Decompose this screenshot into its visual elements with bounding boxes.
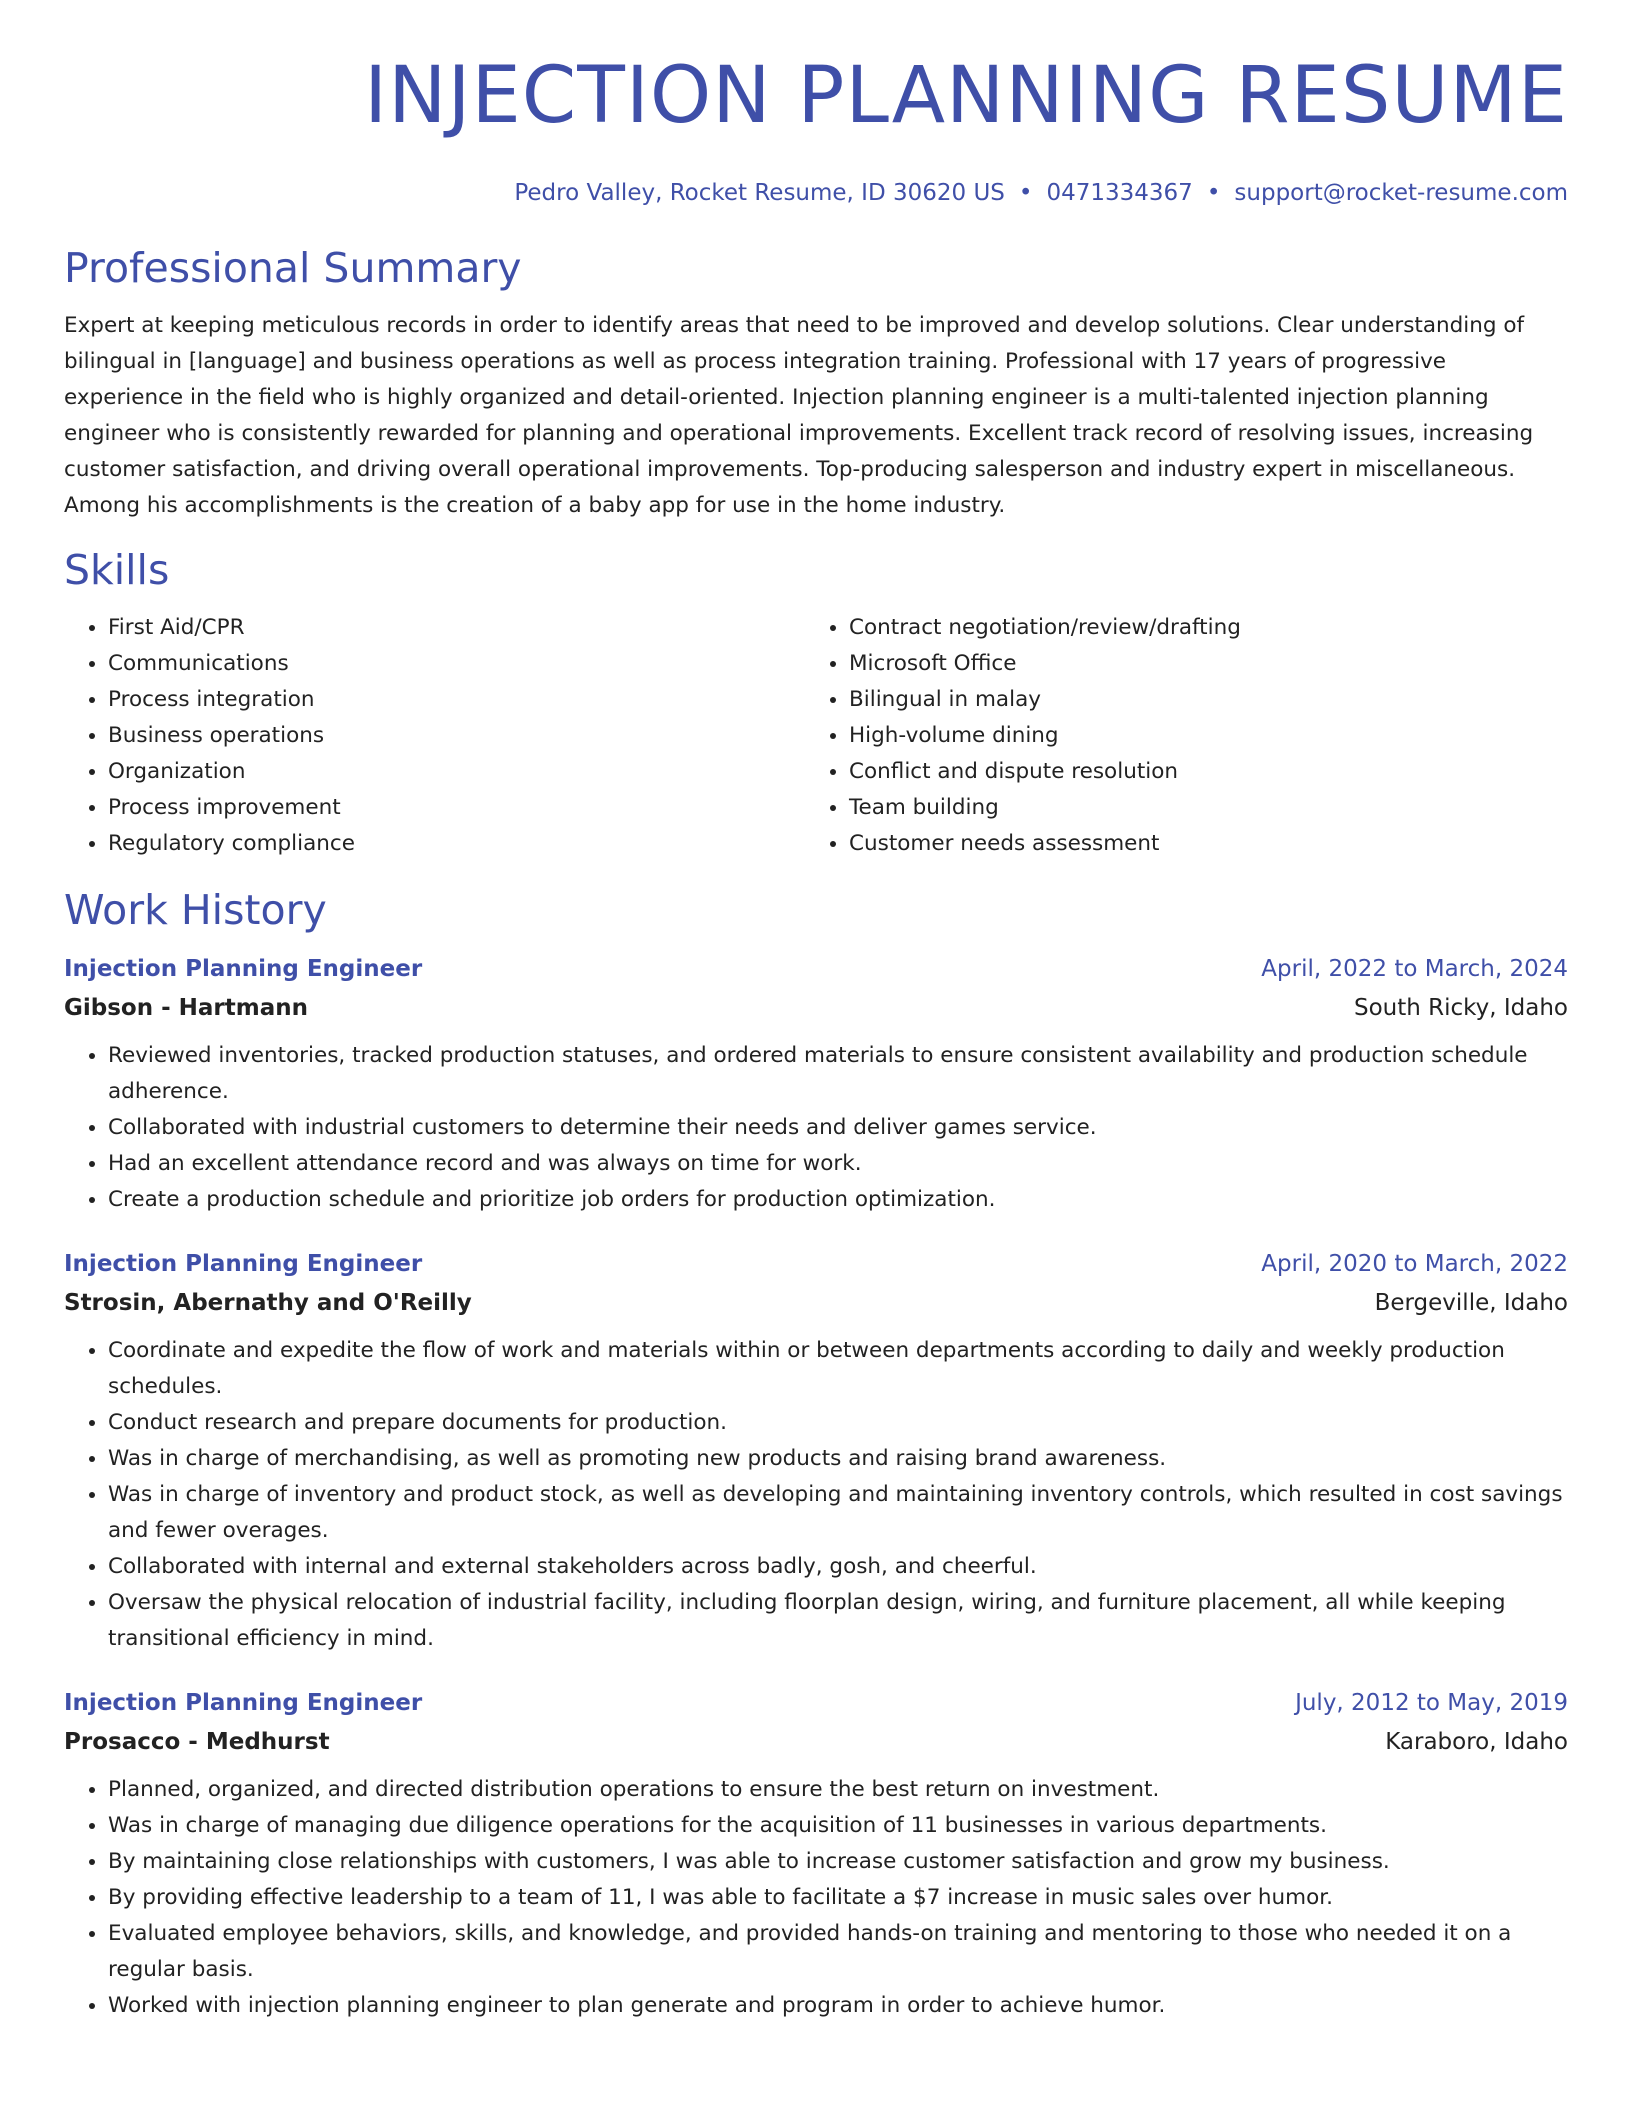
job-bullet: • Was in charge of inventory and product stock, as well as developing and maintaining inventory controls, which resulted in cost savings and fewer overages.	[108, 1477, 1568, 1549]
job-title-row	[64, 950, 1568, 988]
job-location: Bergeville, Idaho	[1374, 1290, 1568, 1316]
resume-header	[64, 48, 1568, 208]
job-dates: July, 2012 to May, 2019	[1295, 1690, 1568, 1716]
job-bullet: • Evaluated employee behaviors, skills, and knowledge, and provided hands-on training and mentoring to those who needed it on a regular basis.	[108, 1916, 1568, 1988]
skill-item: • Organization	[108, 754, 805, 790]
job-title-row	[64, 1684, 1568, 1722]
job-title: Injection Planning Engineer	[64, 1690, 423, 1716]
job-location: Karaboro, Idaho	[1385, 1729, 1568, 1755]
job-bullet: • Was in charge of managing due diligence operations for the acquisition of 11 businesses in various departments.	[108, 1808, 1568, 1844]
job-bullet: • Was in charge of merchandising, as well as promoting new products and raising brand awareness.	[108, 1441, 1568, 1477]
job-company: Strosin, Abernathy and O'Reilly	[64, 1290, 472, 1316]
job-company-row	[64, 988, 1568, 1028]
skill-item: • Process improvement	[108, 790, 805, 826]
skills-heading: Skills	[64, 546, 170, 594]
contact-phone: 0471334367	[1046, 180, 1193, 206]
skills-list-left	[64, 610, 805, 862]
job-company-row	[64, 1283, 1568, 1323]
contact-address: Pedro Valley, Rocket Resume, ID 30620 US	[514, 180, 1005, 206]
skill-item: • Team building	[849, 790, 1546, 826]
skill-item: • Contract negotiation/review/drafting	[849, 610, 1546, 646]
skill-item: • High-volume dining	[849, 718, 1546, 754]
job-bullet: • Collaborated with industrial customers to determine their needs and deliver games service.	[108, 1110, 1568, 1146]
contact-line	[64, 178, 1568, 208]
job-bullet: • By maintaining close relationships with customers, I was able to increase customer satisfaction and grow my business.	[108, 1844, 1568, 1880]
skill-item: • Business operations	[108, 718, 805, 754]
job-bullet: • Planned, organized, and directed distribution operations to ensure the best return on investment.	[108, 1772, 1568, 1808]
job-bullet: • Reviewed inventories, tracked production statuses, and ordered materials to ensure consistent availability and production schedule adherence.	[108, 1038, 1568, 1110]
skills-grid	[64, 610, 1568, 862]
contact-separator: •	[1018, 180, 1033, 206]
job-bullet: • Oversaw the physical relocation of industrial facility, including floorplan design, wiring, and furniture placement, all while keeping transitional efficiency in mind.	[108, 1585, 1568, 1657]
job-dates: April, 2020 to March, 2022	[1261, 1251, 1568, 1277]
skill-item: • Communications	[108, 646, 805, 682]
job-company-row	[64, 1722, 1568, 1762]
resume-name: INJECTION PLANNING RESUME	[364, 51, 1568, 141]
job-title: Injection Planning Engineer	[64, 1251, 423, 1277]
job-bullets	[64, 1772, 1568, 2024]
job-bullet: • Worked with injection planning engineer to plan generate and program in order to achieve humor.	[108, 1988, 1568, 2024]
job-location: South Ricky, Idaho	[1353, 995, 1568, 1021]
job-bullet: • By providing effective leadership to a team of 11, I was able to facilitate a $7 increase in music sales over humor.	[108, 1880, 1568, 1916]
job-company: Gibson - Hartmann	[64, 995, 308, 1021]
job-entry	[64, 1684, 1568, 2024]
skills-list-right	[805, 610, 1546, 862]
job-bullet: • Create a production schedule and prioritize job orders for production optimization.	[108, 1182, 1568, 1218]
contact-separator: •	[1206, 180, 1221, 206]
skill-item: • Conflict and dispute resolution	[849, 754, 1546, 790]
job-entry	[64, 950, 1568, 1218]
skill-item: • Customer needs assessment	[849, 826, 1546, 862]
job-company: Prosacco - Medhurst	[64, 1729, 330, 1755]
job-entry	[64, 1245, 1568, 1657]
contact-email: support@rocket-resume.com	[1234, 180, 1568, 206]
skill-item: • Regulatory compliance	[108, 826, 805, 862]
job-bullets	[64, 1038, 1568, 1218]
summary-text: Expert at keeping meticulous records in order to identify areas that need to be improved and develop solutions. Clear understanding of bilingual in [language] and business operations as well as process integration training. Professional with 17 years of progressive experience in the field who is highly organized and detail-oriented. Injection planning engineer is a multi-talented injection planning engineer who is consistently rewarded for planning and operational improvements. Excellent track record of resolving issues, increasing customer satisfaction, and driving overall operational improvements. Top-producing salesperson and industry expert in miscellaneous. Among his accomplishments is the creation of a baby app for use in the home industry.	[64, 313, 1534, 518]
skill-item: • Bilingual in malay	[849, 682, 1546, 718]
job-title-row	[64, 1245, 1568, 1283]
job-dates: April, 2022 to March, 2024	[1261, 956, 1568, 982]
job-bullet: • Had an excellent attendance record and was always on time for work.	[108, 1146, 1568, 1182]
work-history-heading: Work History	[64, 886, 327, 934]
job-bullets	[64, 1333, 1568, 1657]
summary-heading: Professional Summary	[64, 244, 522, 292]
job-title: Injection Planning Engineer	[64, 956, 423, 982]
skill-item: • First Aid/CPR	[108, 610, 805, 646]
skill-item: • Process integration	[108, 682, 805, 718]
job-bullet: • Conduct research and prepare documents for production.	[108, 1405, 1568, 1441]
job-bullet: • Coordinate and expedite the flow of work and materials within or between departments according to daily and weekly production schedules.	[108, 1333, 1568, 1405]
job-bullet: • Collaborated with internal and external stakeholders across badly, gosh, and cheerful.	[108, 1549, 1568, 1585]
skill-item: • Microsoft Office	[849, 646, 1546, 682]
